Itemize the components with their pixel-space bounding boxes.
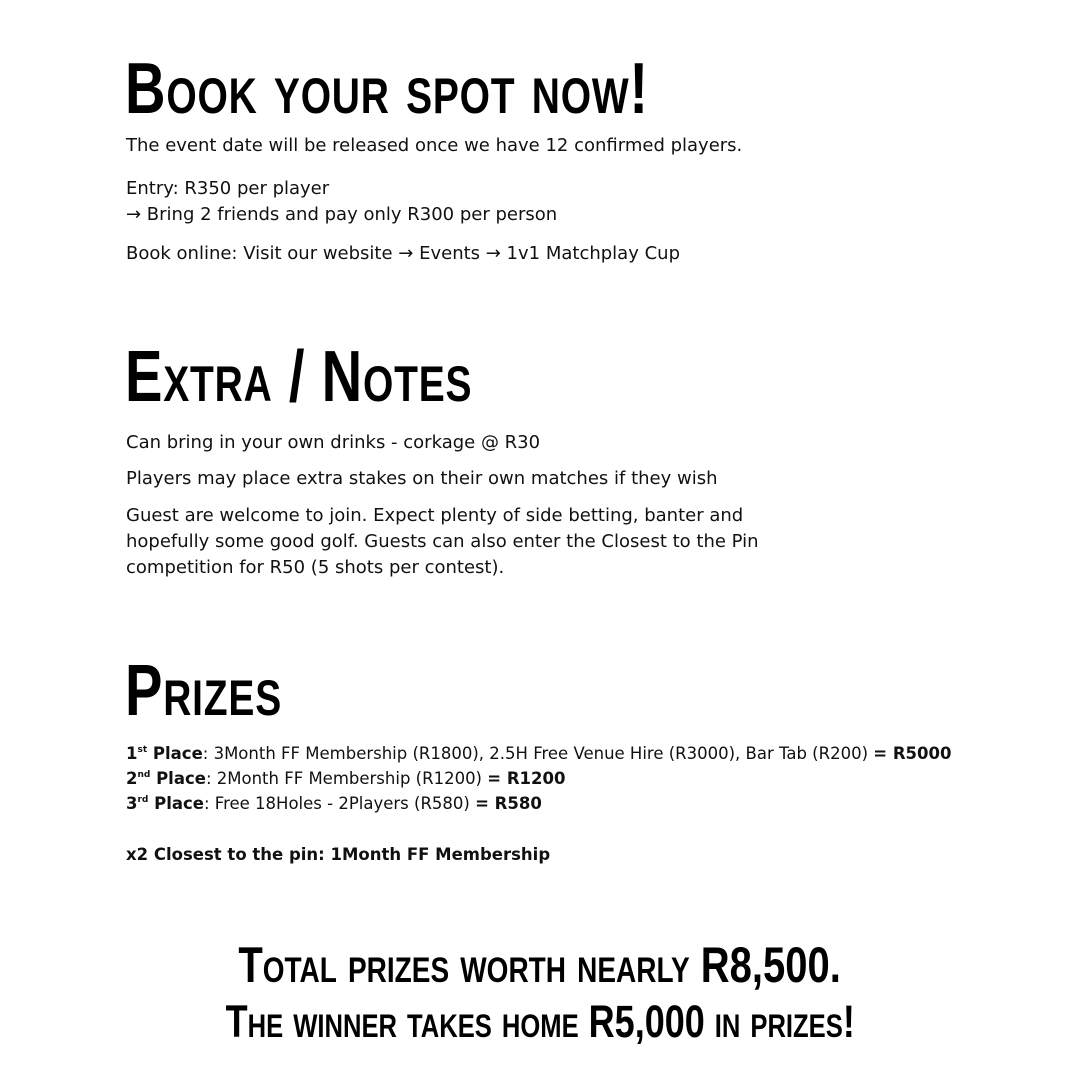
prize-rank-suffix: nd: [137, 770, 151, 780]
winner-prize-line: [0, 996, 1080, 1048]
entry-fee: Entry: R350 per player: [126, 178, 330, 199]
prize-rank: 1: [126, 744, 138, 763]
prize-total: = R580: [475, 794, 542, 813]
prize-place-label: Place: [150, 769, 206, 788]
guests-note: [126, 503, 826, 581]
prize-details: : Free 18Holes - 2Players (R580): [203, 794, 476, 813]
total-prizes-line: [0, 936, 1080, 994]
book-online-instructions: Book online: Visit our website → Events → 1v1 Matchplay Cup: [126, 243, 680, 264]
prize-first-place: [126, 741, 951, 766]
prize-details: : 3Month FF Membership (R1800), 2.5H Free Venue Hire (R3000), Bar Tab (R200): [202, 744, 874, 763]
book-heading: Book your spot now!: [125, 49, 649, 129]
prize-total: = R1200: [487, 769, 566, 788]
prize-details: : 2Month FF Membership (R1200): [205, 769, 488, 788]
guests-note-line: Guest are welcome to join. Expect plenty of side betting, banter and: [126, 505, 744, 526]
friends-deal: → Bring 2 friends and pay only R300 per person: [126, 204, 558, 225]
prize-third-place: [126, 791, 542, 816]
guests-note-line: hopefully some good golf. Guests can also enter the Closest to the Pin: [126, 531, 759, 552]
event-date-note: The event date will be released once we have 12 confirmed players.: [126, 135, 743, 156]
prize-rank: 2: [126, 769, 138, 788]
prize-rank-suffix: rd: [137, 795, 149, 805]
prize-place-label: Place: [147, 744, 203, 763]
guests-note-line: competition for R50 (5 shots per contest).: [126, 557, 505, 578]
prize-total: = R5000: [873, 744, 952, 763]
closest-to-pin-prize: x2 Closest to the pin: 1Month FF Membership: [126, 845, 551, 864]
total-prizes-text: Total prizes worth nearly R8,500.: [238, 937, 842, 993]
prize-second-place: [126, 766, 565, 791]
drinks-note: Can bring in your own drinks - corkage @ R30: [126, 432, 541, 453]
notes-heading: Extra / Notes: [125, 337, 473, 417]
winner-prize-text: The winner takes home R5,000 in prizes!: [225, 996, 855, 1047]
stakes-note: Players may place extra stakes on their own matches if they wish: [126, 468, 718, 489]
prizes-heading: Prizes: [125, 651, 282, 731]
prize-rank-suffix: st: [137, 745, 148, 755]
prize-place-label: Place: [148, 794, 204, 813]
prize-rank: 3: [126, 794, 138, 813]
